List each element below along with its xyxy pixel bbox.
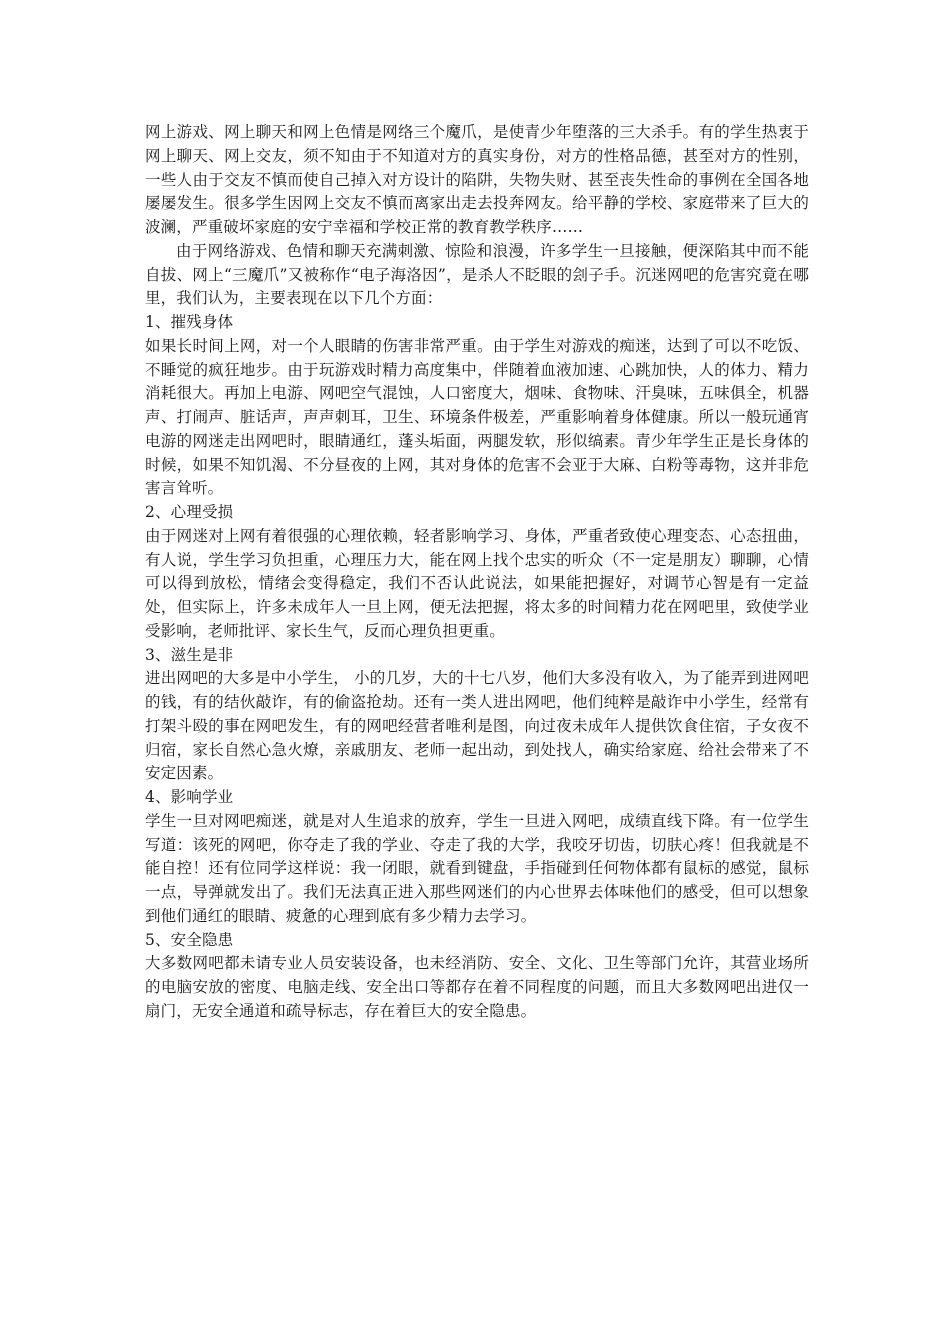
section-heading-safety: 5、安全隐患 <box>145 930 234 949</box>
section-heading-body: 1、摧残身体 <box>145 313 234 331</box>
section-heading-study: 4、影响学业 <box>145 788 234 806</box>
section-heading-trouble: 3、滋生是非 <box>145 645 234 664</box>
intro-paragraph: 网上游戏、网上聊天和网上色情是网络三个魔爪，是使青少年堕落的三大杀手。有的学生热衷于网上聊天、网上交友，须不知由于不知道对方的真实身份，对方的性格品德，甚至对方的性别，一些人由于交友不慎而使自己掉入对方设计的陷阱，失物失财、甚至丧失性命的事例在全国各地屡屡发生。很多学生因网上交友不慎而离家出走去投奔网友。给平静的学校、家庭带来了巨大的波澜，严重破坏家庭的安宁幸福和学校正常的教育教学秩序…… <box>145 123 809 236</box>
document-body <box>145 121 809 1024</box>
section-body-mind: 由于网迷对上网有着很强的心理依赖，轻者影响学习、身体，严重者致使心理变态、心态扭曲，有人说，学生学习负担重，心理压力大，能在网上找个忠实的听众（不一定是朋友）聊聊，心情可以得到放松，情绪会变得稳定，我们不否认此说法，如果能把握好，对调节心智是有一定益处，但实际上，许多未成年人一旦上网，便无法把握，将太多的时间精力花在网吧里，致使学业受影响，老师批评、家长生气，反而心理负担更重。 <box>145 526 809 640</box>
section-body-body: 如果长时间上网，对一个人眼睛的伤害非常严重。由于学生对游戏的痴迷，达到了可以不吃饭、不睡觉的疯狂地步。由于玩游戏时精力高度集中，伴随着血液加速、心跳加快，人的体力、精力消耗很大。再加上电游、网吧空气混蚀，人口密度大，烟味、食物味、汗臭味，五味俱全，机器声、打闹声、脏话声，声声刺耳，卫生、环境条件极差，严重影响着身体健康。所以一般玩通宵电游的网迷走出网吧时，眼睛通红，蓬头垢面，两腿发软，形似缟素。青少年学生正是长身体的时候，如果不知饥渴、不分昼夜的上网，其对身体的危害不会亚于大麻、白粉等毒物，这并非危害言耸听。 <box>145 336 809 498</box>
second-paragraph: 由于网络游戏、色情和聊天充满刺激、惊险和浪漫，许多学生一旦接触，便深陷其中而不能自拔、网上“三魔爪”又被称作“电子海洛因”，是杀人不眨眼的刽子手。沉迷网吧的危害究竟在哪里，我们认为，主要表现在以下几个方面： <box>145 241 809 308</box>
section-body-study: 学生一旦对网吧痴迷，就是对人生追求的放弃，学生一旦进入网吧，成绩直线下降。有一位学生写道：该死的网吧，你夺走了我的学业、夺走了我的大学，我咬牙切齿，切肤心疼！但我就是不能自控！还有位同学这样说：我一闭眼，就看到键盘，手指碰到任何物体都有鼠标的感觉，鼠标一点，导弹就发出了。我们无法真正进入那些网迷们的内心世界去体味他们的感受，但可以想象到他们通红的眼睛、疲惫的心理到底有多少精力去学习。 <box>145 811 809 925</box>
section-body-trouble: 进出网吧的大多是中小学生， 小的几岁，大的十七八岁，他们大多没有收入，为了能弄到进网吧的钱，有的结伙敲诈，有的偷盗抢劫。还有一类人进出网吧，他们纯粹是敲诈中小学生，经常有打架斗殴的事在网吧发生，有的网吧经营者唯利是图，向过夜未成年人提供饮食住宿，子女夜不归宿，家长自然心急火燎，亲戚朋友、老师一起出动，到处找人，确实给家庭、给社会带来了不安定因素。 <box>145 669 809 783</box>
section-heading-mind: 2、心理受损 <box>145 503 234 521</box>
section-body-safety: 大多数网吧都未请专业人员安装设备，也未经消防、安全、文化、卫生等部门允许，其营业场所的电脑安放的密度、电脑走线、安全出口等都存在着不同程度的问题，而且大多数网吧出进仅一扇门，无安全通道和疏导标志，存在着巨大的安全隐患。 <box>145 954 809 1020</box>
